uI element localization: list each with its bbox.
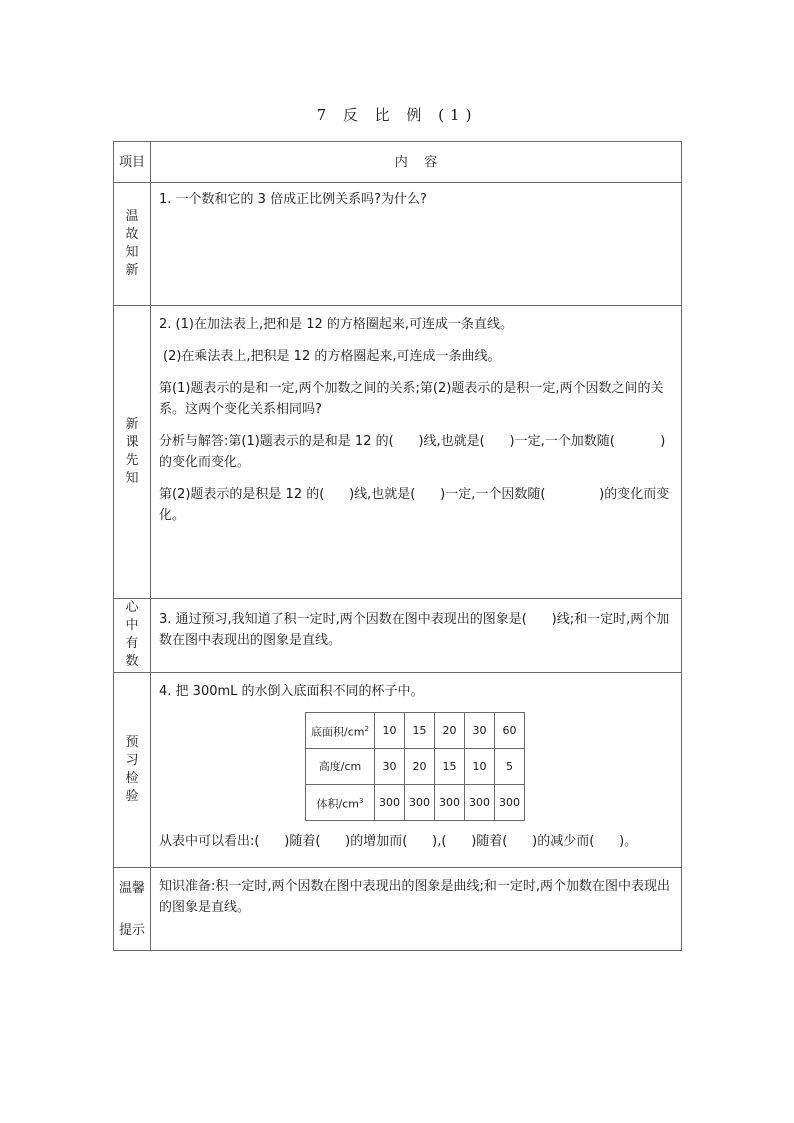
analysis-part-2: 第(2)题表示的是积是 12 的( )线,也就是( )一定,一个因数随( )的变化而变化。 (159, 487, 670, 523)
tip-label-1: 温馨 (118, 880, 145, 896)
table-cell: 15 (405, 713, 435, 749)
table-cell: 20 (435, 713, 465, 749)
header-content-label: 内 容 (394, 154, 438, 170)
header-col-content (151, 142, 682, 183)
table-cell: 300 (375, 785, 405, 821)
table-cell: 10 (375, 713, 405, 749)
question-4-answer: 从表中可以看出:( )随着( )的增加而( ),( )随着( )的减少而( )。 (159, 834, 638, 849)
question-1: 1. 一个数和它的 3 倍成正比例关系吗?为什么? (159, 192, 427, 207)
question-2-part-3: 第(1)题表示的是和一定,两个加数之间的关系;第(2)题表示的是积一定,两个因数之间的关系。这两个变化关系相同吗? (159, 381, 664, 417)
row-label-area: 底面积$/cm^2$ (306, 713, 375, 749)
table-cell: 30 (375, 749, 405, 785)
table-cell: 300 (465, 785, 495, 821)
preview-content (151, 306, 682, 599)
check-label-cell (114, 673, 151, 868)
row-label-volume: 体积$/cm^3$ (306, 785, 375, 821)
table-row (306, 713, 525, 749)
table-row (306, 749, 525, 785)
review-content (151, 183, 682, 306)
review-row (114, 183, 682, 306)
page-title: 7 反 比 例 (1) (316, 106, 478, 124)
preview-label: 新课先知 (125, 416, 139, 486)
table-row (306, 785, 525, 821)
check-row (114, 673, 682, 868)
tip-label-cell (114, 868, 151, 951)
table-cell: 30 (465, 713, 495, 749)
tip-content (151, 868, 682, 951)
heart-label-cell (114, 599, 151, 673)
header-row (114, 142, 682, 183)
data-table (305, 712, 525, 821)
tip-text: 知识准备:积一定时,两个因数在图中表现出的图象是曲线;和一定时,两个加数在图中表现出的图象是直线。 (159, 879, 671, 915)
preview-row (114, 306, 682, 599)
question-3: 3. 通过预习,我知道了积一定时,两个因数在图中表现出的图象是( )线;和一定时,两个加数在图中表现出的图象是直线。 (159, 612, 670, 648)
table-cell: 300 (405, 785, 435, 821)
table-cell: 10 (465, 749, 495, 785)
table-cell: 20 (405, 749, 435, 785)
heart-label: 心中有数 (125, 600, 139, 669)
header-col-item: 项目 (114, 142, 151, 183)
row-label-height: 高度/cm (306, 749, 375, 785)
tip-row (114, 868, 682, 951)
review-label-cell (114, 183, 151, 306)
table-cell: 5 (495, 749, 525, 785)
heart-row (114, 599, 682, 673)
table-cell: 60 (495, 713, 525, 749)
review-label: 温故知新 (125, 208, 139, 278)
tip-label-2: 提示 (118, 922, 145, 938)
question-2-part-1: 2. (1)在加法表上,把和是 12 的方格圈起来,可连成一条直线。 (159, 317, 514, 332)
question-2-part-2: (2)在乘法表上,把积是 12 的方格圈起来,可连成一条曲线。 (163, 349, 501, 364)
table-cell: 15 (435, 749, 465, 785)
check-label: 预习检验 (125, 734, 139, 804)
table-cell: 300 (495, 785, 525, 821)
heart-content (151, 599, 682, 673)
check-content (151, 673, 682, 868)
question-4: 4. 把 300mL 的水倒入底面积不同的杯子中。 (159, 684, 424, 699)
table-cell: 300 (435, 785, 465, 821)
worksheet-table (113, 141, 682, 951)
analysis-part-1: 分析与解答:第(1)题表示的是和是 12 的( )线,也就是( )一定,一个加数随( )的变化而变化。 (159, 434, 666, 470)
preview-label-cell (114, 306, 151, 599)
